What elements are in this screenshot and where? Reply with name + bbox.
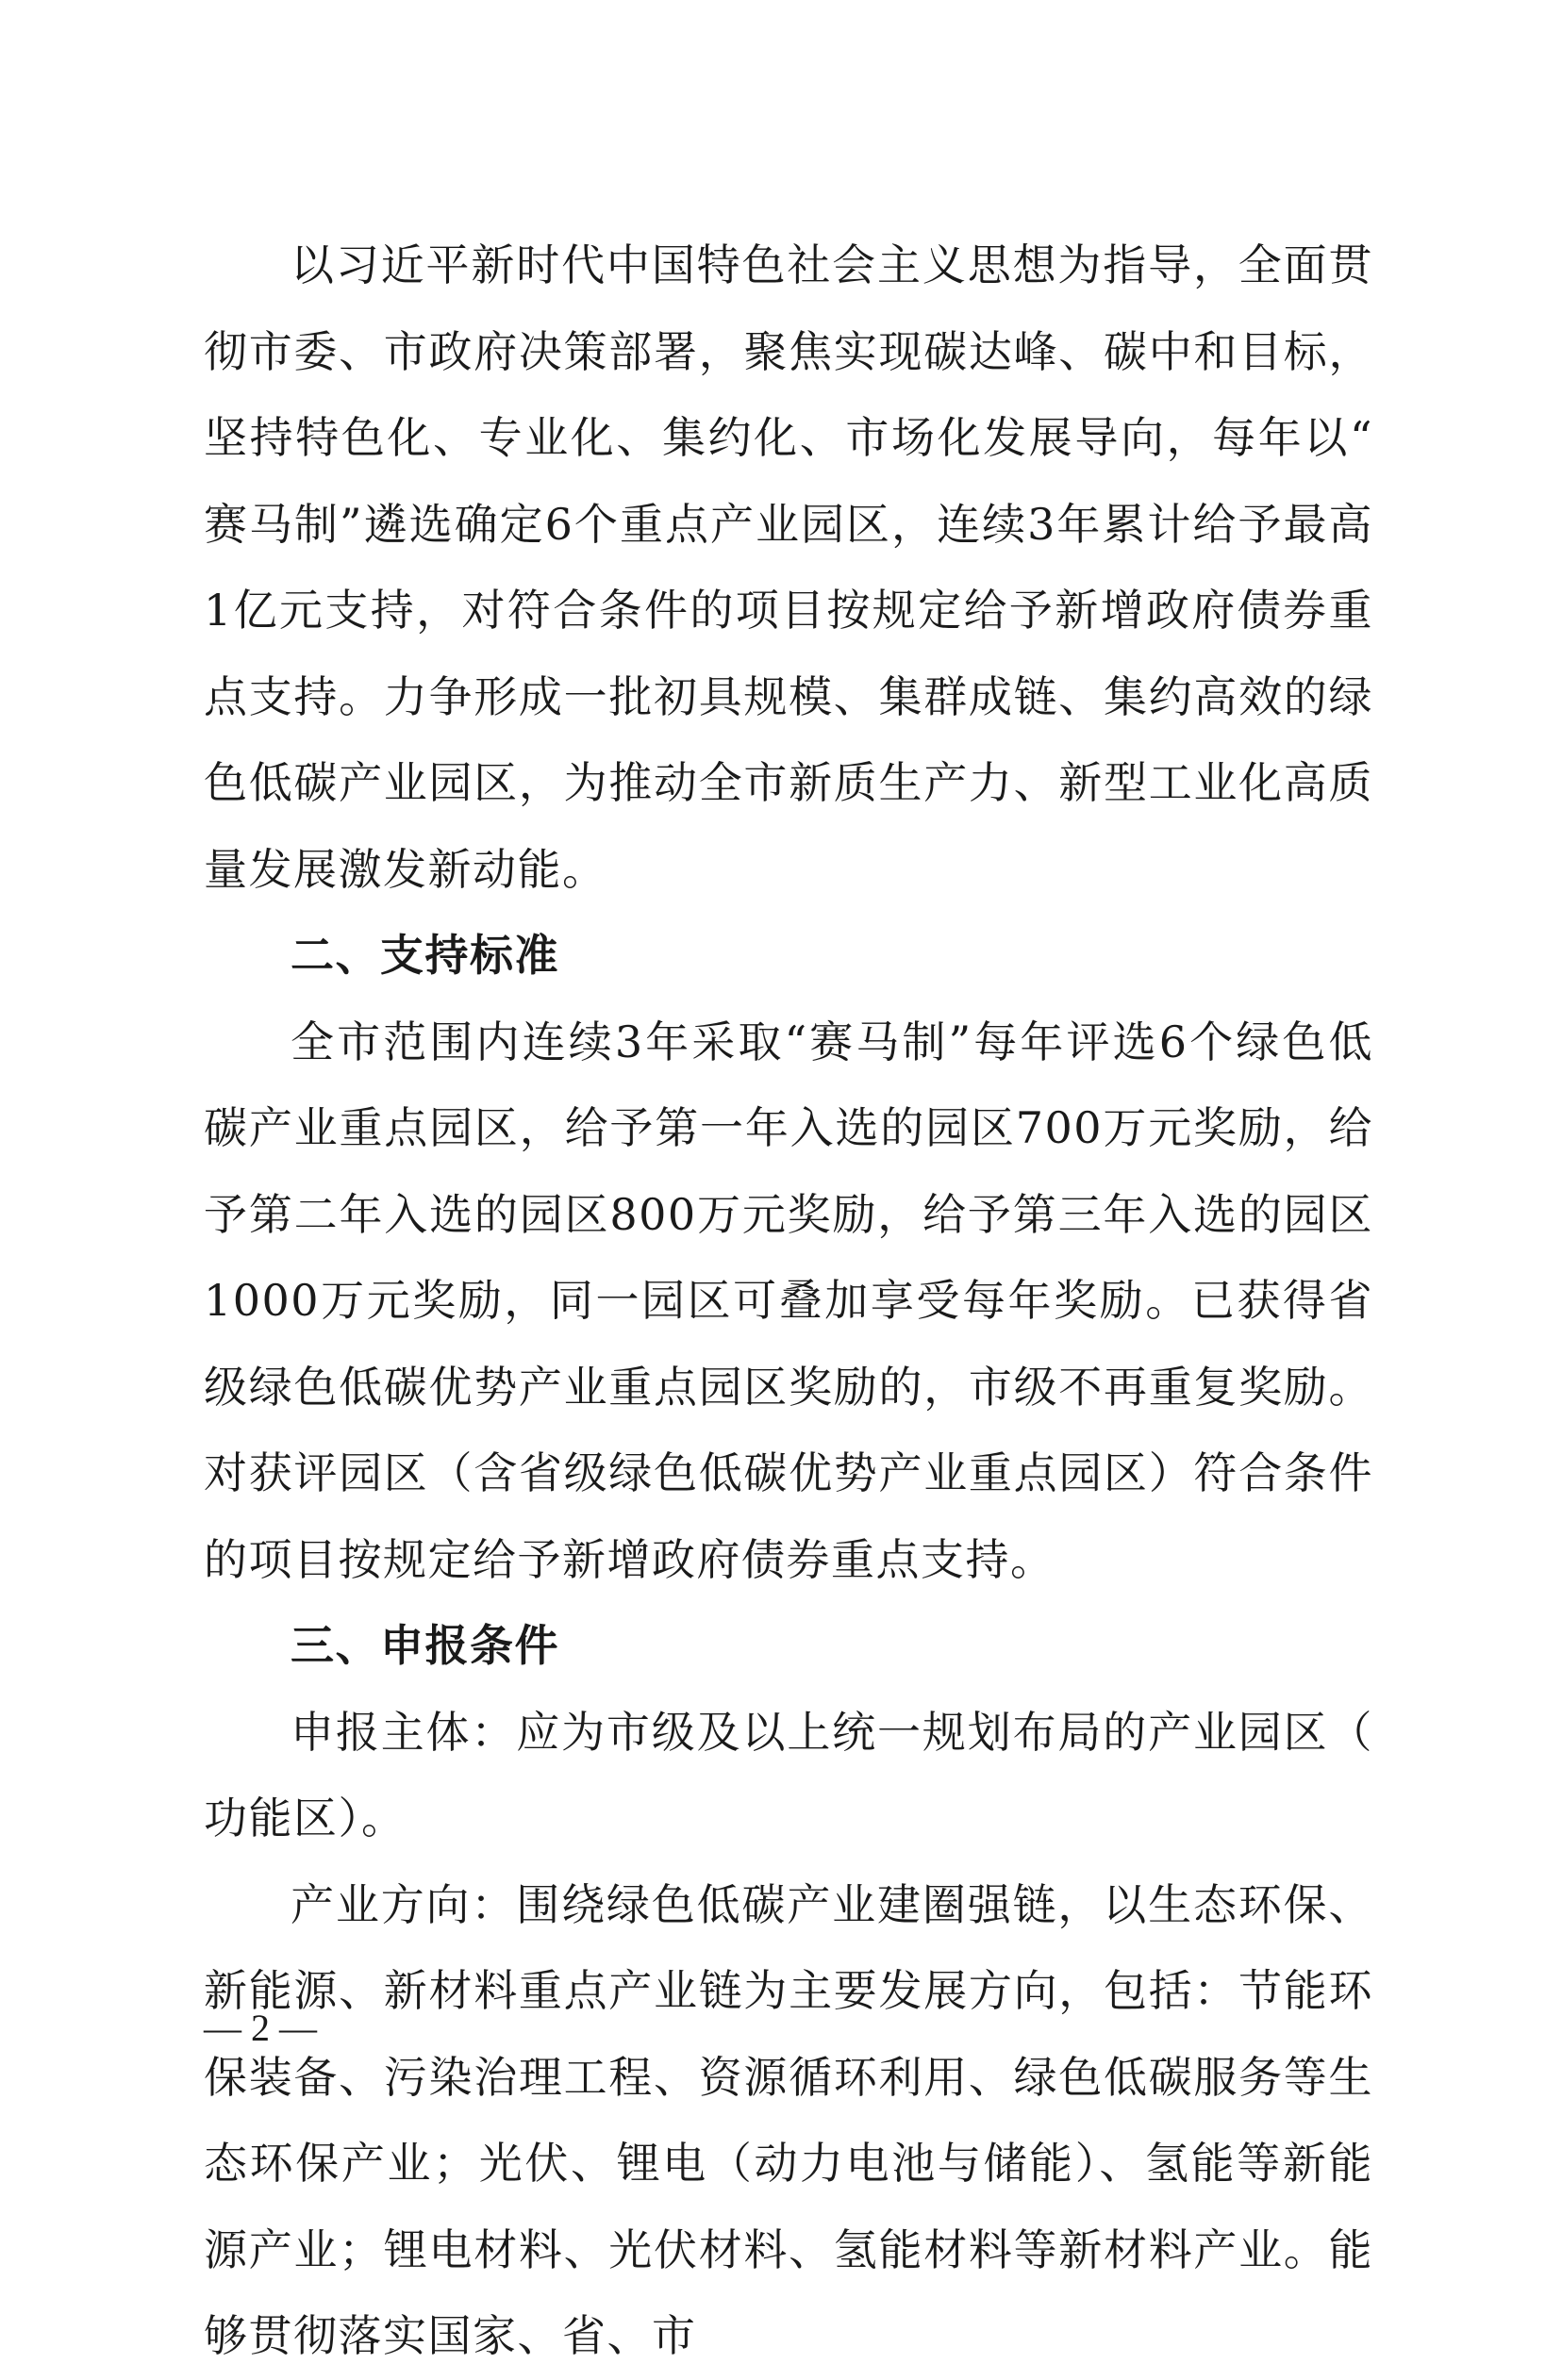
section-heading-support-standard: 二、支持标准 [291, 930, 559, 981]
paragraph-industry-direction: 产业方向：围绕绿色低碳产业建圈强链，以生态环保、新能源、新材料重点产业链为主要发展方向，包括：节能环保装备、污染治理工程、资源循环利用、绿色低碳服务等生态环保产业；光伏、锂电（动力电池与储能）、氢能等新能源产业；锂电材料、光伏材料、氢能材料等新材料产业。能够贯彻落实国家、省、市 [204, 1878, 1373, 2361]
section-heading-application-conditions: 三、申报条件 [291, 1620, 559, 1671]
page-number: — 2 — [204, 2007, 317, 2049]
paragraph-support-standard: 全市范围内连续3年采取“赛马制”每年评选6个绿色低碳产业重点园区，给予第一年入选的园区700万元奖励，给予第二年入选的园区800万元奖励，给予第三年入选的园区1000万元奖励，同一园区可叠加享受每年奖励。已获得省级绿色低碳优势产业重点园区奖励的，市级不再重复奖励。对获评园区（含省级绿色低碳优势产业重点园区）符合条件的项目按规定给予新增政府债券重点支持。 [204, 1016, 1373, 1585]
paragraph-guiding-principle: 以习近平新时代中国特色社会主义思想为指导，全面贯彻市委、市政府决策部署，聚焦实现碳达峰、碳中和目标，坚持特色化、专业化、集约化、市场化发展导向，每年以“赛马制”遴选确定6个重点产业园区，连续3年累计给予最高1亿元支持，对符合条件的项目按规定给予新增政府债券重点支持。力争形成一批初具规模、集群成链、集约高效的绿色低碳产业园区，为推动全市新质生产力、新型工业化高质量发展激发新动能。 [204, 240, 1373, 895]
document-body [204, 223, 1373, 2380]
paragraph-applicant: 申报主体：应为市级及以上统一规划布局的产业园区（功能区）。 [204, 1706, 1373, 1843]
